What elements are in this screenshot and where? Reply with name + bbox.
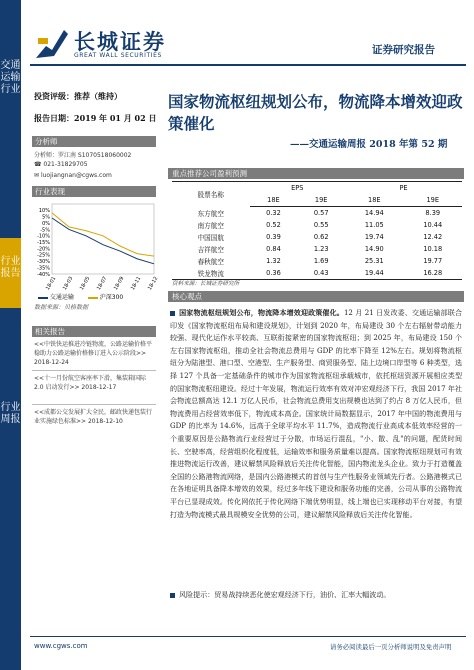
cell-name: 南方航空 [197,222,224,230]
y-tick-label: -15% [37,239,50,246]
col-header-eps: EPS [250,182,345,195]
table-row [172,219,462,231]
cell-pe18: 19.74 [364,233,384,241]
x-tick-label: 18-09 [112,275,126,292]
core-text: 12 月 21 日发改委、交通运输部联合印发《国家物流枢纽布局和建设规划》，计划到 2020 年，布局建设 30 个左右辐射带动能力较强、现代化运作水平较高、互联衔接紧密的国家物流枢纽；到 2025 年，布局建设 150 个左右国家物流枢纽，推动全社会物流总费用与 GDP 的比率下降至 12%左右。规划将物流枢纽分为陆港型、港口型、空港型、生产服务型、商贸服务型、陆上边境口岸型等 6 种类型，选择 127 个具备一定基础条件的城市作为国家物流枢纽承载城市，依托枢纽资源开展相应类型的国家物流枢纽建设。经过十年发展，物流运行效率有效对冲宏观经济下行，我国 2017 年社会物流总额高达 12.1 万亿人民币，社会物流总费用支出规模也达到了约占 8 万亿人民币，但物流费用占经营效率低下，物流成本高企。国家统计局数据显示，2017 年中国的物流费用与 GDP 的比率为 14.6%，远高于全球平均水平 11.7%，造成物流行业高成本低效率经营的一个重要原因是公路物流行业经营过于分散，市场运行混乱，"小、散、乱"的问题，配货时间长、空驶率高，经营组织化程度低，运输效率和服务质量难以提高。国家物流枢纽规划可有效推进物流运行改善，建议解禁风险释放后关注传化智能，国内物流龙头企业。致力于打造覆盖全国的公路港物流网络，是国内公路港模式的首创与生产性服务业领域先行者。公路港模式已在各地证明具备降本增效的效果，经过多年线下建设和服务功能的完善，公司从事的公路物流平台已显现成效。传化网依托于传化网络下端优势明显，线上端也已实现移动平台对接，有望打造为物流模式最具规模安全优势的公司，建议解禁风险释放后关注传化智能。 [170,308,462,519]
y-tick-label: -35% [37,265,50,272]
table-row [172,255,462,267]
bullet-icon [170,593,175,598]
x-tick-label: 18-05 [78,275,92,292]
analyst-email-address: luojiangnan@cgws.com [40,172,112,179]
report-type: 证券研究报告 [372,44,435,56]
y-tick-label: 10% [38,208,50,215]
related-report-item[interactable]: <<十一月份航空客座率下滑，集装箱国际2.0 启动发行>> 2018-12-17 [34,375,147,391]
x-tick-label: 18-12 [146,275,160,292]
y-tick-label: -40% [37,271,50,278]
col-header-eps-19e: 19E [297,194,345,207]
series-line-1 [52,213,154,256]
cell-name: 春秋航空 [197,258,224,266]
cell-pe19: 10.44 [423,221,443,229]
y-tick-label: -10% [37,233,50,240]
strip-mid-label: 行业报告 [0,256,21,279]
legend-swatch-transport [38,297,48,299]
y-tick-label: -30% [37,259,50,266]
footer-divider [30,636,466,637]
phone-icon: ☎ [34,161,44,168]
divider [32,370,156,371]
related-report-item[interactable]: <<成都公交发展扩大全民，邮政快递包装行业实施绿色标准>> 2018-12-10 [34,409,153,425]
chart-series [52,213,154,264]
strip-top-label: 交通运输行业 [0,60,21,95]
forecast-section-header: 重点推荐公司盈利预测 [168,168,464,179]
issue-subtitle: ——交通运输周报 2018 年第 52 期 [290,139,448,150]
y-tick-label: -20% [37,246,50,253]
header-divider [30,64,466,66]
cell-eps18: 0.32 [266,209,281,217]
legend-label-transport: 交通运输 [49,294,74,301]
bullet-icon [170,311,175,316]
cell-pe18: 14.90 [364,245,384,253]
industry-performance-chart [30,198,158,304]
table-row [172,207,462,220]
cell-pe18: 11.05 [364,221,384,229]
cell-eps19: 0.62 [313,233,329,241]
divider [32,404,156,405]
cell-eps19: 0.57 [313,209,329,217]
cell-pe19: 12.42 [423,233,443,241]
table-source: 资料来源：长城证券研究所 [172,281,240,287]
y-tick-label: -5% [40,227,50,234]
cell-pe18: 19.44 [345,267,403,280]
risk-warning [170,589,462,602]
col-header-pe-19e: 19E [404,194,462,207]
cell-eps18: 0.84 [266,245,281,253]
cell-name: 吉祥航空 [197,246,224,254]
x-tick-label: 18-11 [129,275,143,292]
footer-disclaimer: 请务必阅读最后一页分析师说明及免责声明 [330,643,452,651]
cell-eps18: 0.52 [266,221,281,229]
cell-eps18: 0.39 [266,233,281,241]
y-tick-label: 0% [42,220,50,227]
cell-eps19: 0.43 [297,267,345,280]
cell-name: 中国国航 [197,234,224,242]
side-strip [0,0,21,670]
cell-eps18: 1.32 [266,257,281,265]
cell-pe19: 19.77 [423,257,443,265]
x-tick-label: 18-03 [61,275,75,292]
cell-pe18: 25.31 [364,257,384,265]
footer-url[interactable]: www.cgws.com [34,642,88,650]
related-reports-header: 相关报告 [32,326,156,337]
analyst-name: 分析师：罗江南 S1070518060002 [34,152,132,159]
col-header-name: 股票名称 [172,182,250,207]
analyst-section-header: 分析师 [32,136,156,147]
risk-text: 风险提示：贸易战持续恶化使宏观经济下行，油价、汇率大幅波动。 [179,590,391,599]
legend-swatch-hs300 [88,297,98,299]
cell-pe19: 16.28 [404,267,462,280]
performance-section-header: 行业表现 [32,186,156,197]
cell-name: 东方航空 [197,209,224,218]
x-tick-label: 18-07 [95,275,109,292]
core-views-header: 核心观点 [168,291,464,302]
brand-name-en: GREAT WALL SECURITIES [74,52,162,59]
cell-pe19: 8.39 [425,209,441,217]
cell-eps19: 1.69 [313,257,329,265]
report-date: 报告日期：2019 年 01 月 02 日 [34,113,157,123]
table-header-row [172,182,462,195]
analyst-phone [34,161,88,168]
legend-label-hs300: 沪深300 [99,294,124,301]
cell-eps18: 0.36 [250,267,298,280]
y-tick-label: 5% [42,214,50,221]
table-row [172,231,462,243]
y-tick-label: -25% [37,252,50,259]
core-lead: 国家物流枢纽规划公布，物流降本增效迎政策催化。 [179,308,344,317]
cell-pe19: 10.18 [423,245,443,253]
email-icon: ✉ [34,172,41,179]
strip-bottom-label: 行业周报 [0,402,21,425]
analyst-phone-number: 021-31829705 [43,161,88,168]
brand-name: 长城证券 [74,30,166,54]
page-title: 国家物流枢纽规划公布，物流降本增效迎政策催化 [168,93,463,133]
investment-rating: 投资评级：推荐（维持） [34,91,122,101]
cell-name: 铁龙物流 [172,267,250,280]
col-header-eps-18e: 18E [250,194,298,207]
related-report-item[interactable]: <<中铁快运推进冷链物流，公路运输价格平稳助力公路运输价格修订进入公示阶段>> 2018-12-24 [34,341,153,366]
cell-eps19: 0.55 [313,221,329,229]
chart-legend [38,292,123,301]
great-wall-logo-icon [34,24,70,60]
chart-x-axis [45,276,159,292]
core-views-body [170,307,462,521]
table-row [172,267,462,280]
col-header-pe-18e: 18E [345,194,403,207]
cell-pe18: 14.94 [364,209,384,217]
chart-source: 数据来源：贝格数据 [34,304,89,311]
forecast-table [172,181,462,280]
col-header-pe: PE [345,182,462,195]
table-row [172,243,462,255]
x-tick-label: 18-01 [44,275,58,292]
analyst-email [34,172,112,179]
chart-frame [52,204,154,274]
cell-eps19: 1.23 [313,245,329,253]
